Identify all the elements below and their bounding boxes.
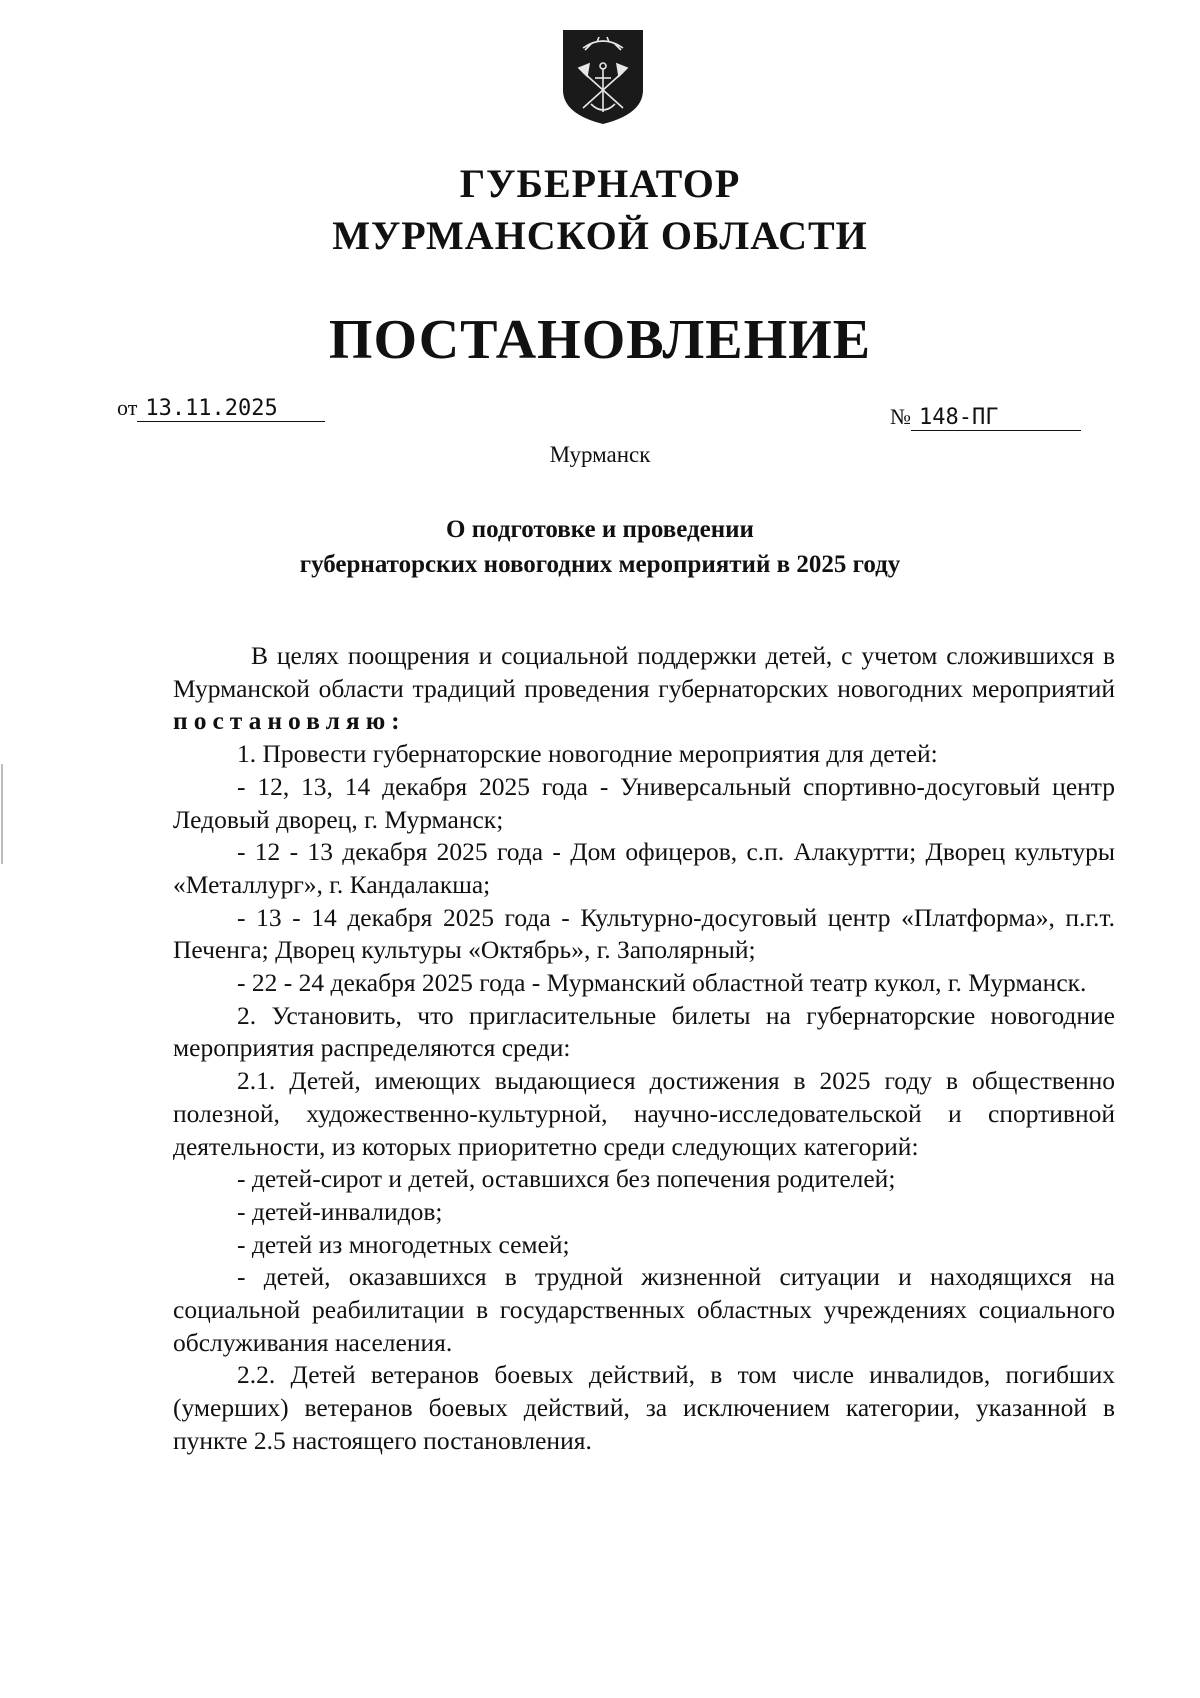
category-item: - детей из многодетных семей; [237, 1229, 570, 1259]
authority-title: ГУБЕРНАТОР [459, 161, 741, 206]
category-item: - детей-инвалидов; [237, 1196, 443, 1226]
number-value: 148-ПГ [911, 406, 1081, 431]
document-type-heading: ПОСТАНОВЛЕНИЕ [328, 309, 872, 371]
coat-of-arms-emblem [561, 28, 645, 126]
intro-paragraph [173, 640, 1115, 738]
venue-item: - 12, 13, 14 декабря 2025 года - Универсальный спортивно-досуговый центр Ледовый дворец, г. Мурманск; [173, 771, 1115, 834]
clause-1: 1. Провести губернаторские новогодние мероприятия для детей: [237, 739, 938, 769]
date-prefix: от [117, 395, 138, 420]
decree-title-line-2: губернаторских новогодних мероприятий в 2025 году [299, 551, 901, 578]
decree-title-line-1: О подготовке и проведении [446, 516, 754, 543]
number-prefix: № [890, 404, 911, 429]
category-item: - детей, оказавшихся в трудной жизненной ситуации и находящихся на социальной реабилитации в государственных областных учреждениях социального обслуживания населения. [173, 1262, 1115, 1357]
venue-item: - 22 - 24 декабря 2025 года - Мурманский областной театр кукол, г. Мурманск. [237, 968, 1087, 998]
scan-edge-mark [1, 764, 3, 864]
authority-region: МУРМАНСКОЙ ОБЛАСТИ [332, 213, 868, 258]
decree-verb: постановляю: [173, 706, 406, 736]
category-item: - детей-сирот и детей, оставшихся без попечения родителей; [237, 1164, 896, 1194]
date-value: 13.11.2025 [137, 397, 325, 422]
city-name: Мурманск [549, 442, 651, 467]
decree-date [117, 395, 325, 422]
intro-text: В целях поощрения и социальной поддержки детей, с учетом сложившихся в Мурманской области традиций проведения губернаторских новогодних мероприятий [173, 641, 1115, 703]
clause-2-1: 2.1. Детей, имеющих выдающиеся достижения в 2025 году в общественно полезной, художественно-культурной, научно-исследовательской и спортивной деятельности, из которых приоритетно среди следующих категорий: [173, 1066, 1115, 1161]
clause-2: 2. Установить, что пригласительные билеты на губернаторские новогодние мероприятия распределяются среди: [173, 1000, 1115, 1063]
decree-title [0, 512, 1200, 582]
decree-body [173, 640, 1115, 1458]
venue-item: - 13 - 14 декабря 2025 года - Культурно-досуговый центр «Платформа», п.г.т. Печенга; Дворец культуры «Октябрь», г. Заполярный; [173, 902, 1115, 965]
venue-item: - 12 - 13 декабря 2025 года - Дом офицеров, с.п. Алакуртти; Дворец культуры «Металлург», г. Кандалакша; [173, 837, 1115, 899]
decree-number [890, 404, 1081, 431]
clause-2-2: 2.2. Детей ветеранов боевых действий, в том числе инвалидов, погибших (умерших) ветеранов боевых действий, за исключением категории, указанной в пункте 2.5 настоящего постановления. [173, 1360, 1115, 1455]
